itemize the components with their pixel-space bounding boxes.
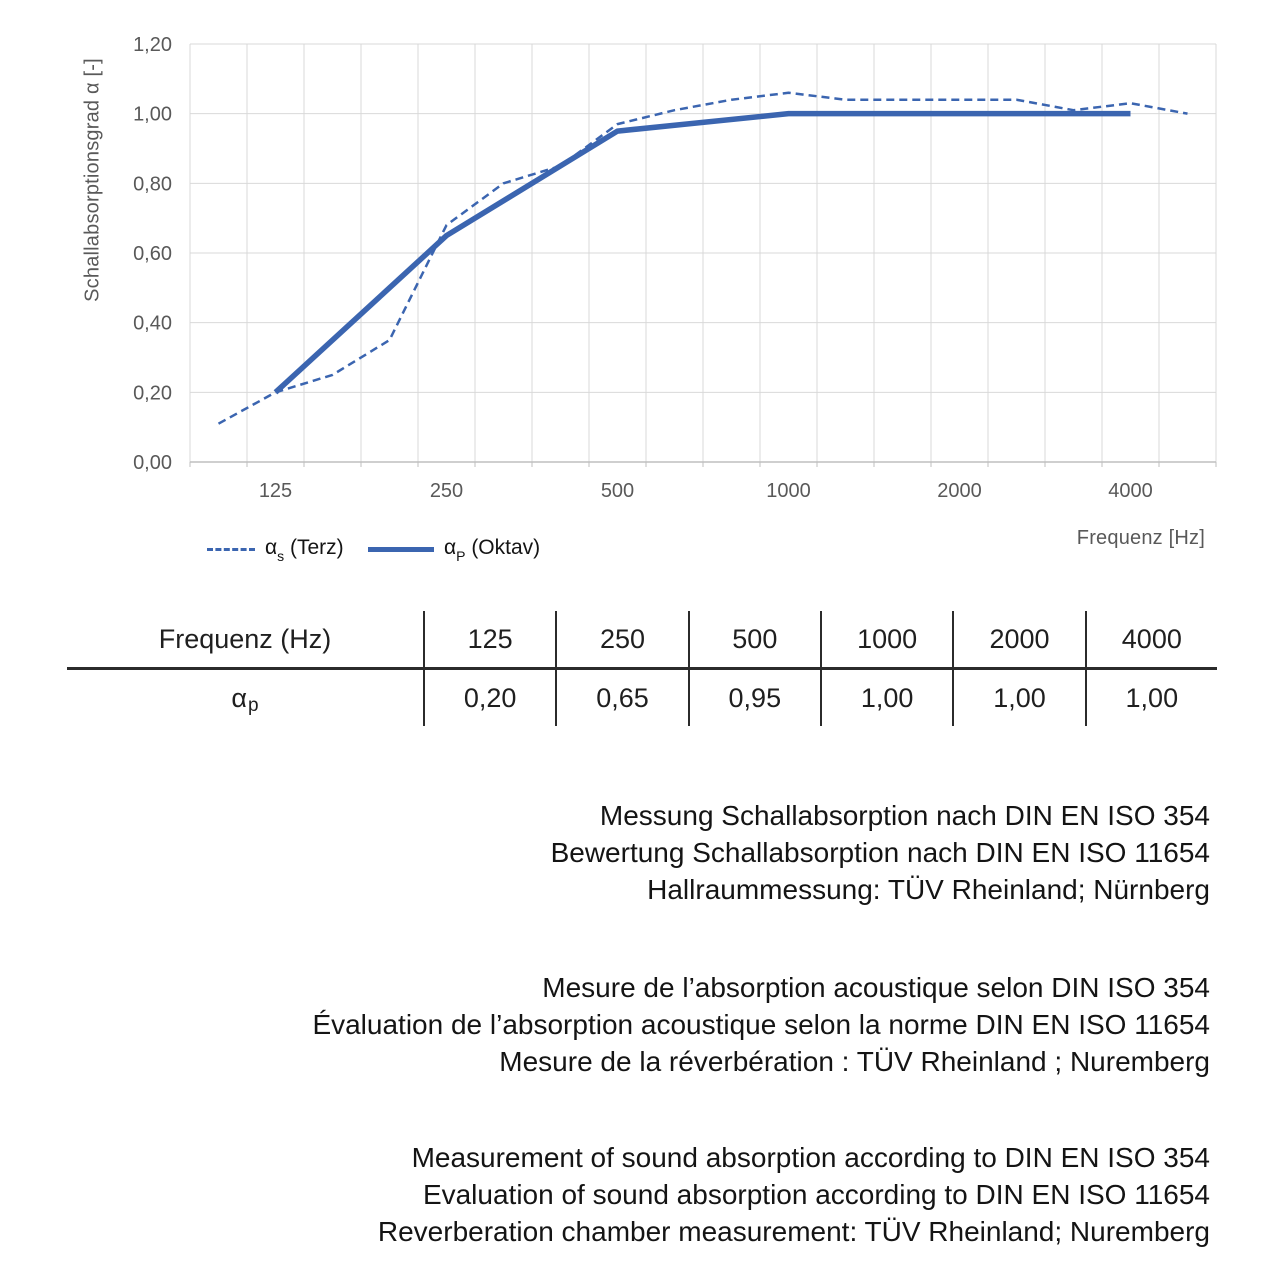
note-line: Évaluation de l’absorption acoustique selon la norme DIN EN ISO 11654 — [312, 1009, 1210, 1040]
table-value-4000: 1,00 — [1085, 670, 1217, 726]
table-header-1000: 1000 — [820, 611, 952, 670]
legend-label-terz — [265, 535, 344, 565]
y-tick-label: 0,40 — [133, 312, 172, 335]
y-tick-label: 0,60 — [133, 243, 172, 265]
table-header-frequency: Frequenz (Hz) — [67, 611, 423, 670]
note-block-english — [0, 1139, 1210, 1250]
x-tick-label: 2000 — [937, 480, 982, 502]
x-tick-label: 250 — [429, 480, 464, 502]
table-value-500: 0,95 — [688, 670, 820, 726]
legend-dashed-line-sample — [207, 548, 255, 551]
legend-solid-line-sample — [368, 547, 434, 552]
note-block-french — [0, 969, 1210, 1080]
legend-label-oktav — [444, 535, 541, 565]
table-header-500: 500 — [688, 611, 820, 670]
legend-oktav-text: (Oktav) — [465, 535, 541, 559]
table-header-250: 250 — [555, 611, 687, 670]
legend-item-oktav — [368, 535, 541, 565]
y-tick-label: 1,20 — [133, 34, 172, 56]
table-value-250: 0,65 — [555, 670, 687, 726]
x-tick-label: 500 — [600, 480, 635, 502]
alpha-p-subscript: p — [248, 695, 259, 716]
table-row-label-alpha-p — [67, 670, 423, 726]
note-line: Bewertung Schallabsorption nach DIN EN ISO 11654 — [550, 837, 1210, 868]
table-value-1000: 1,00 — [820, 670, 952, 726]
note-line: Mesure de l’absorption acoustique selon DIN ISO 354 — [542, 972, 1210, 1003]
legend-alpha-symbol: α — [444, 535, 457, 559]
y-tick-label: 0,00 — [133, 452, 172, 474]
table-header-2000: 2000 — [952, 611, 1084, 670]
note-line: Reverberation chamber measurement: TÜV Rheinland; Nuremberg — [377, 1216, 1210, 1247]
x-tick-label: 4000 — [1108, 480, 1153, 502]
table-header-4000: 4000 — [1085, 611, 1217, 670]
chart-canvas — [0, 0, 1280, 600]
note-block-german — [0, 797, 1210, 908]
note-line: Hallraummessung: TÜV Rheinland; Nürnberg — [647, 874, 1210, 905]
legend-subscript-s: s — [277, 548, 285, 565]
y-axis-tick-labels — [133, 34, 172, 474]
note-line: Evaluation of sound absorption according to DIN EN ISO 11654 — [422, 1179, 1210, 1210]
note-line: Messung Schallabsorption nach DIN EN ISO 354 — [599, 800, 1210, 831]
note-line: Measurement of sound absorption according to DIN EN ISO 354 — [411, 1142, 1210, 1173]
table-header-125: 125 — [423, 611, 555, 670]
alpha-symbol: α — [231, 682, 248, 713]
table-value-2000: 1,00 — [952, 670, 1084, 726]
x-axis-title: Frequenz [Hz] — [1076, 527, 1205, 549]
table-value-125: 0,20 — [423, 670, 555, 726]
y-tick-label: 1,00 — [133, 103, 172, 126]
x-tick-label: 125 — [258, 480, 293, 502]
legend-alpha-symbol: α — [265, 535, 278, 559]
y-tick-label: 0,20 — [133, 382, 172, 405]
legend-terz-text: (Terz) — [284, 535, 344, 559]
note-line: Mesure de la réverbération : TÜV Rheinland ; Nuremberg — [499, 1046, 1210, 1077]
absorption-chart — [0, 0, 1280, 600]
y-axis-title: Schallabsorptionsgrad α [-] — [81, 58, 104, 302]
legend-item-terz — [207, 535, 344, 565]
x-tick-label: 1000 — [766, 480, 811, 502]
legend-subscript-p: P — [456, 548, 466, 565]
frequency-table — [67, 611, 1217, 726]
x-axis-tick-labels — [259, 480, 1153, 502]
y-tick-label: 0,80 — [133, 173, 172, 196]
